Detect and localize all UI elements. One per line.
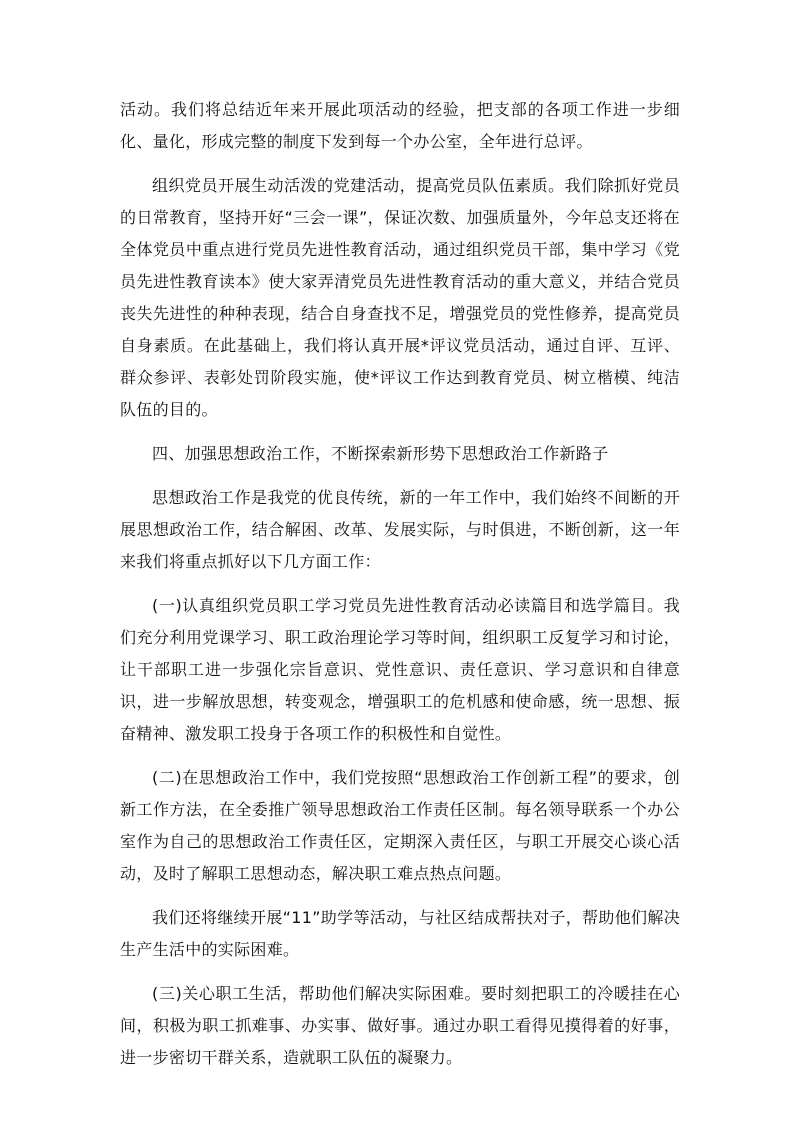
- paragraph-item-three: (三)关心职工生活，帮助他们解决实际困难。要时刻把职工的冷暖挂在心间，积极为职工抓难事、办实事、做好事。通过办职工看得见摸得着的好事，进一步密切干群关系，造就职工队伍的凝聚力。: [120, 984, 680, 1067]
- paragraph-item-two: (二)在思想政治工作中，我们党按照“思想政治工作创新工程”的要求，创新工作方法，在全委推广领导思想政治工作责任区制。每名领导联系一个办公室作为自己的思想政治工作责任区，定期深入责任区，与职工开展交心谈心活动，及时了解职工思想动态，解决职工难点热点问题。: [120, 768, 680, 883]
- paragraph-political-work: 思想政治工作是我党的优良传统，新的一年工作中，我们始终不间断的开展思想政治工作，结合解困、改革、发展实际，与时俱进，不断创新，这一年来我们将重点抓好以下几方面工作：: [120, 488, 680, 571]
- paragraph-assistance: 我们还将继续开展“11”助学等活动，与社区结成帮扶对子，帮助他们解决生产生活中的实际困难。: [120, 908, 680, 959]
- paragraph-item-one: (一)认真组织党员职工学习党员先进性教育活动必读篇目和选学篇目。我们充分利用党课学习、职工政治理论学习等时间，组织职工反复学习和讨论，让干部职工进一步强化宗旨意识、党性意识、责任意识、学习意识和自律意识，进一步解放思想，转变观念，增强职工的危机感和使命感，统一思想、振奋精神、激发职工投身于各项工作的积极性和自觉性。: [120, 596, 680, 743]
- paragraph-continuation: 活动。我们将总结近年来开展此项活动的经验，把支部的各项工作进一步细化、量化，形成完整的制度下发到每一个办公室，全年进行总评。: [120, 100, 680, 151]
- paragraph-party-activities: 组织党员开展生动活泼的党建活动，提高党员队伍素质。我们除抓好党员的日常教育，坚持开好“三会一课”，保证次数、加强质量外，今年总支还将在全体党员中重点进行党员先进性教育活动，通过组织党员干部，集中学习《党员先进性教育读本》使大家弄清党员先进性教育活动的重大意义，并结合党员丧失先进性的种种表现，结合自身查找不足，增强党员的党性修养，提高党员自身素质。在此基础上，我们将认真开展*评议党员活动，通过自评、互评、群众参评、表彰处罚阶段实施，使*评议工作达到教育党员、树立楷模、纯洁队伍的目的。: [120, 176, 680, 419]
- document-body: [120, 94, 680, 1086]
- section-heading-four: 四、加强思想政治工作，不断探索新形势下思想政治工作新路子: [152, 444, 609, 463]
